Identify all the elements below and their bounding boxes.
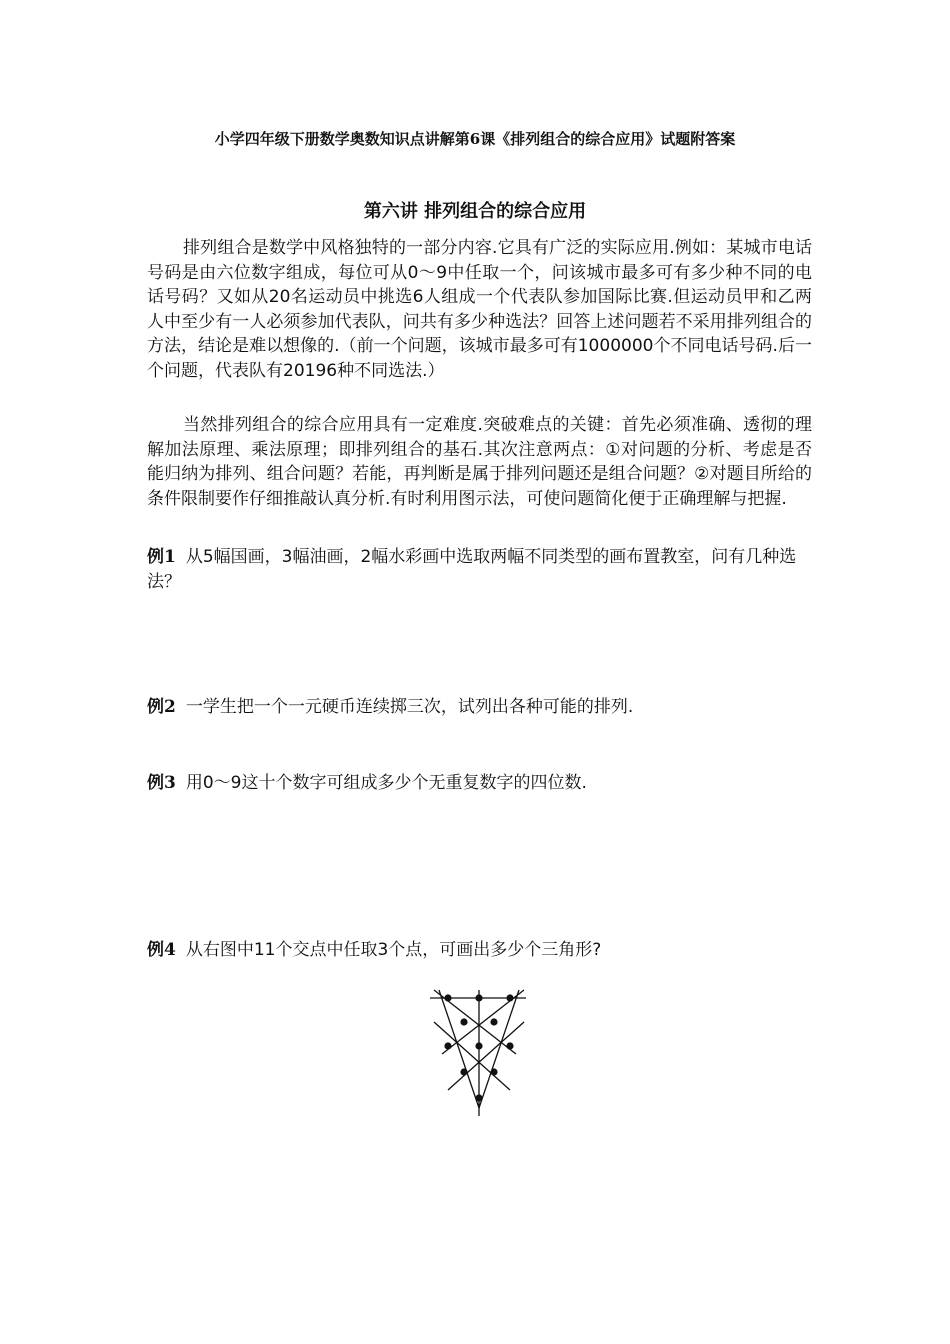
intro-paragraph: 排列组合是数学中风格独特的一部分内容.它具有广泛的实际应用.例如：某城市电话号码是由六位数字组成，每位可从0～9中任取一个，问该城市最多可有多少种不同的电话号码？又如从20名运动员中挑选6人组成一个代表队参加国际比赛.但运动员甲和乙两人中至少有一人必须参加代表队，问共有多少种选法？回答上述问题若不采用排列组合的方法，结论是难以想像的.（前一个问题，该城市最多可有1000000个不同电话号码.后一个问题，代表队有20196种不同选法.）	[147, 238, 812, 381]
figure-point	[475, 1042, 482, 1049]
example-2-label: 例2	[147, 697, 176, 717]
figure-point	[506, 994, 513, 1001]
figure-diagonal-right-2	[448, 1022, 524, 1090]
figure-point	[475, 1094, 482, 1101]
figure-point	[506, 1042, 513, 1049]
example-3	[147, 771, 812, 796]
figure-point	[444, 994, 451, 1001]
figure-point	[475, 994, 482, 1001]
example-1-text: 从5幅国画，3幅油画，2幅水彩画中选取两幅不同类型的画布置教室，问有几种选法？	[147, 547, 797, 592]
lecture-title: 第六讲 排列组合的综合应用	[363, 201, 587, 222]
document-header: 小学四年级下册数学奥数知识点讲解第6课《排列组合的综合应用》试题附答案	[214, 130, 736, 148]
example-3-label: 例3	[147, 773, 176, 793]
figure-point	[490, 1018, 497, 1025]
figure-point	[460, 1068, 467, 1075]
figure-diagonal-left-2	[434, 1022, 510, 1090]
example-2-text: 一学生把一个一元硬币连续掷三次，试列出各种可能的排列.	[185, 697, 634, 717]
method-paragraph: 当然排列组合的综合应用具有一定难度.突破难点的关键：首先必须准确、透彻的理解加法原理、乘法原理；即排列组合的基石.其次注意两点：①对问题的分析、考虑是否能归纳为排列、组合问题？若能，再判断是属于排列问题还是组合问题？②对题目所给的条件限制要作仔细推敲认真分析.有时利用图示法，可使问题简化便于正确理解与把握.	[147, 415, 812, 509]
figure-point	[460, 1018, 467, 1025]
figure-left-edge	[439, 990, 479, 1108]
example-4	[147, 938, 812, 963]
example-4-text: 从右图中11个交点中任取3个点，可画出多少个三角形?	[185, 940, 602, 960]
example-3-text: 用0～9这十个数字可组成多少个无重复数字的四位数.	[185, 773, 587, 793]
figure-right-edge	[479, 990, 519, 1108]
example-4-label: 例4	[147, 940, 176, 960]
example-2	[147, 695, 812, 720]
example-1-label: 例1	[147, 547, 176, 567]
intersection-figure	[426, 986, 532, 1118]
figure-point	[490, 1068, 497, 1075]
example-1	[147, 545, 812, 594]
figure-point	[444, 1042, 451, 1049]
